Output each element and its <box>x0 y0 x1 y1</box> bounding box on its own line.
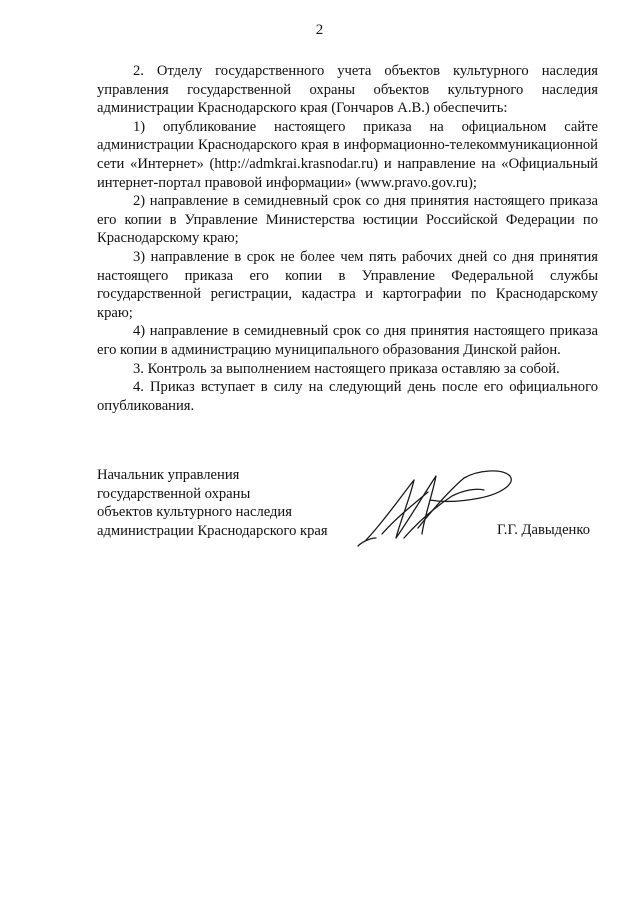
paragraph-subitem-3: 3) направление в срок не более чем пять рабочих дней со дня принятия настоящего приказа его копии в Управление Федеральной службы государственной регистрации, кадастра и картографии по Краснодарскому краю; <box>97 248 598 321</box>
page-number: 2 <box>315 22 324 38</box>
signatory-title <box>97 466 328 540</box>
signatory-title-line: Начальник управления <box>97 467 240 483</box>
paragraph-item-4: 4. Приказ вступает в силу на следующий день после его официального опубликования. <box>97 379 598 414</box>
signer-name: Г.Г. Давыденко <box>497 522 591 538</box>
paragraph-subitem-1: 1) опубликование настоящего приказа на официальном сайте администрации Краснодарского края в информационно-телекоммуникационной сети «Интернет» (http://admkrai.krasnodar.ru) и направление на «Официальный интернет-портал правовой информации» (www.pravo.gov.ru); <box>97 118 598 191</box>
signatory-title-line: администрации Краснодарского края <box>97 522 328 539</box>
order-body <box>97 62 598 415</box>
signatory-title-line: объектов культурного наследия <box>97 504 292 521</box>
paragraph-subitem-4: 4) направление в семидневный срок со дня принятия настоящего приказа его копии в администрацию муниципального образования Динской район. <box>97 323 598 358</box>
paragraph-subitem-2: 2) направление в семидневный срок со дня принятия настоящего приказа его копии в Управление Министерства юстиции Российской Федерации по Краснодарскому краю; <box>97 193 598 247</box>
paragraph-item-3: 3. Контроль за выполнением настоящего приказа оставляю за собой. <box>133 360 560 377</box>
paragraph-item-2: 2. Отделу государственного учета объектов культурного наследия управления государственной охраны объектов культурного наследия администрации Краснодарского края (Гончаров А.В.) обеспечить: <box>97 63 598 117</box>
signatory-title-line: государственной охраны <box>97 485 251 502</box>
